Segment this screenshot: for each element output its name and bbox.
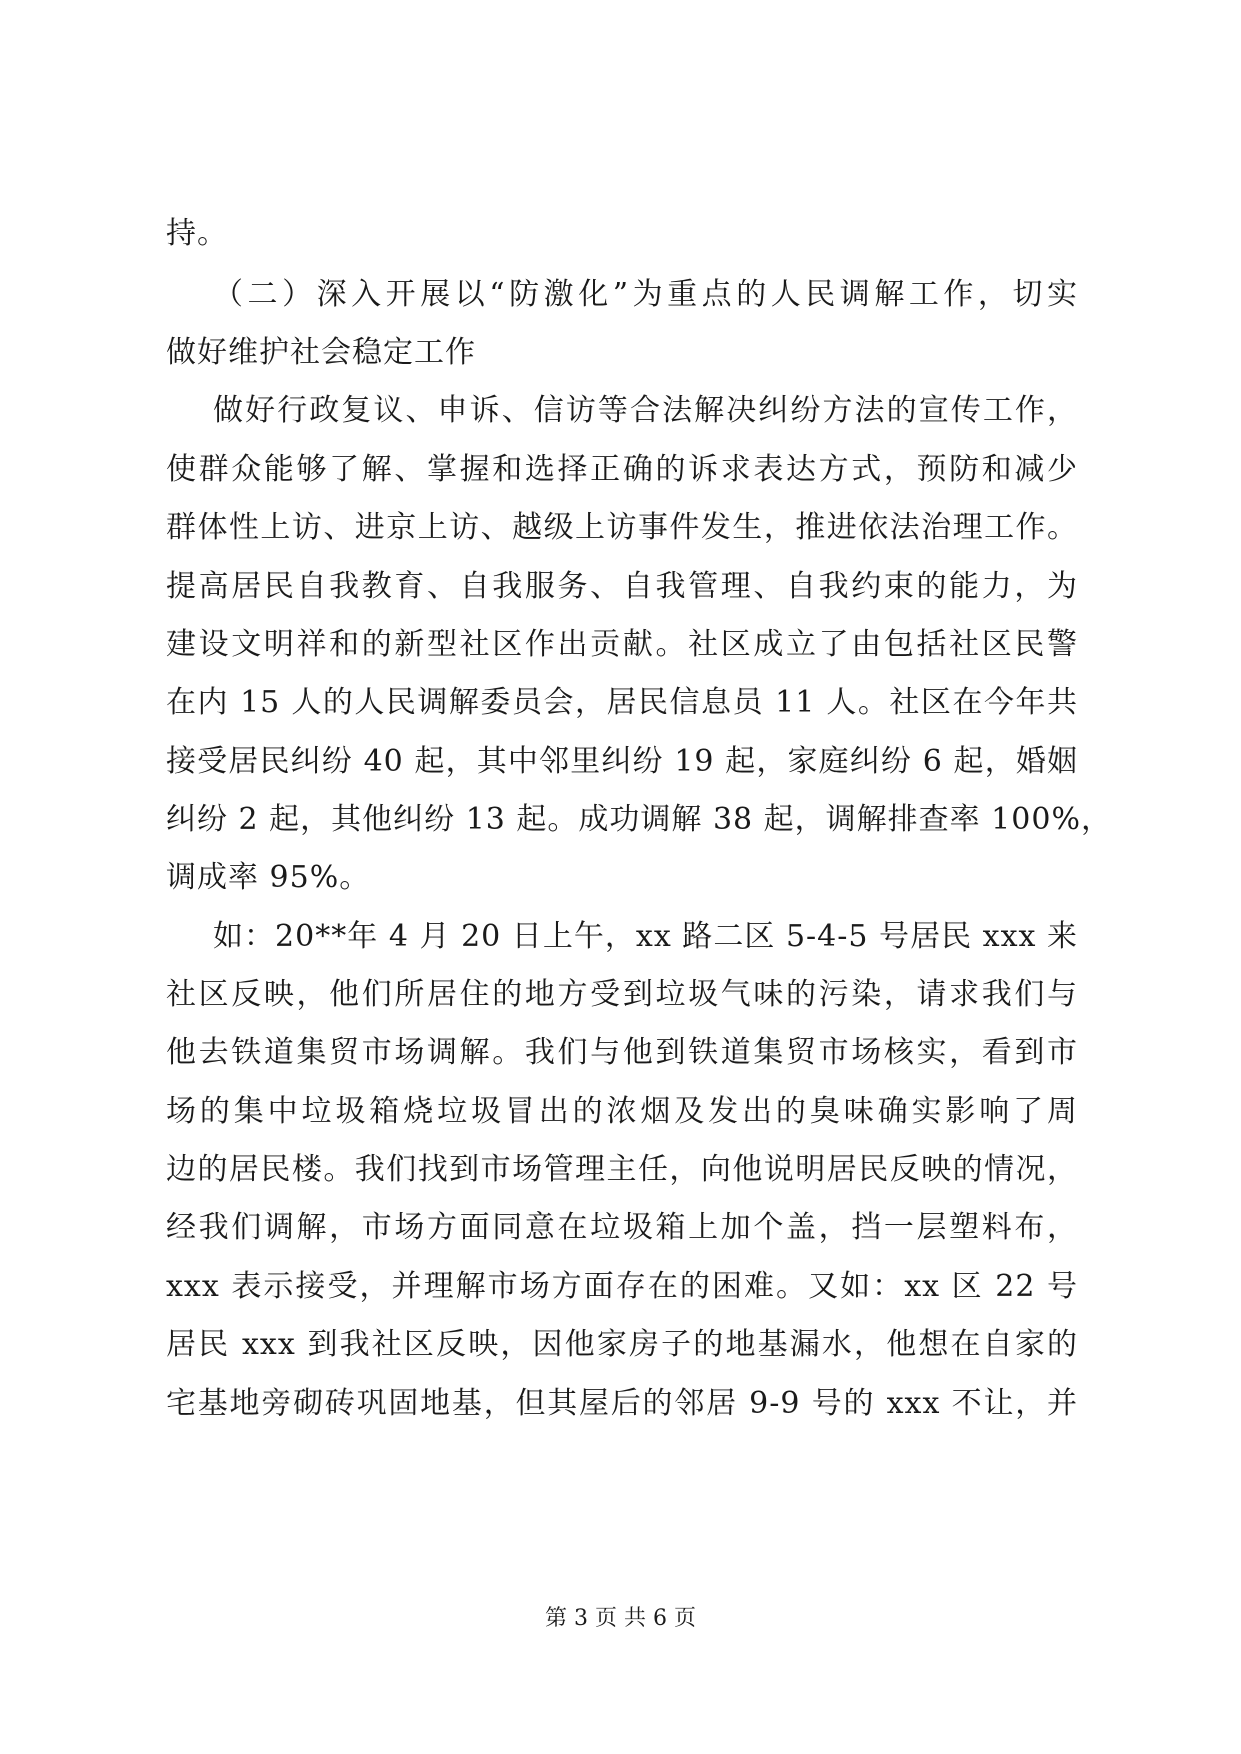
section-heading-line: （二）深入开展以“防激化”为重点的人民调解工作，切实 bbox=[213, 277, 1078, 312]
text-line: 在内 15 人的人民调解委员会，居民信息员 11 人。社区在今年共 bbox=[166, 685, 1078, 720]
text-line: 宅基地旁砌砖巩固地基，但其屋后的邻居 9-9 号的 xxx 不让，并 bbox=[166, 1386, 1078, 1421]
text-line: 场的集中垃圾箱烧垃圾冒出的浓烟及发出的臭味确实影响了周 bbox=[166, 1094, 1078, 1129]
text-line: 他去铁道集贸市场调解。我们与他到铁道集贸市场核实，看到市 bbox=[166, 1035, 1078, 1070]
text-line: 经我们调解，市场方面同意在垃圾箱上加个盖，挡一层塑料布， bbox=[166, 1210, 1078, 1245]
text-line: 持。 bbox=[166, 216, 228, 251]
text-line: 调成率 95%。 bbox=[166, 860, 371, 895]
text-line: 建设文明祥和的新型社区作出贡献。社区成立了由包括社区民警 bbox=[166, 627, 1078, 662]
text-line: 社区反映，他们所居住的地方受到垃圾气味的污染，请求我们与 bbox=[166, 977, 1078, 1012]
text-line: 纠纷 2 起，其他纠纷 13 起。成功调解 38 起，调解排查率 100%， bbox=[166, 802, 1112, 837]
text-line: 居民 xxx 到我社区反映，因他家房子的地基漏水，他想在自家的 bbox=[166, 1327, 1078, 1362]
text-line: 接受居民纠纷 40 起，其中邻里纠纷 19 起，家庭纠纷 6 起，婚姻 bbox=[166, 744, 1078, 779]
text-line: 提高居民自我教育、自我服务、自我管理、自我约束的能力，为 bbox=[166, 569, 1078, 604]
text-line: 群体性上访、进京上访、越级上访事件发生，推进依法治理工作。 bbox=[166, 510, 1078, 545]
section-heading-line: 做好维护社会稳定工作 bbox=[166, 335, 476, 370]
page-number-footer: 第 3 页 共 6 页 bbox=[545, 1606, 696, 1631]
text-line: 做好行政复议、申诉、信访等合法解决纠纷方法的宣传工作， bbox=[213, 393, 1078, 428]
text-line: 使群众能够了解、掌握和选择正确的诉求表达方式，预防和减少 bbox=[166, 452, 1078, 487]
text-line: xxx 表示接受，并理解市场方面存在的困难。又如：xx 区 22 号 bbox=[166, 1269, 1078, 1304]
text-line: 边的居民楼。我们找到市场管理主任，向他说明居民反映的情况， bbox=[166, 1152, 1078, 1187]
text-line: 如：20**年 4 月 20 日上午，xx 路二区 5-4-5 号居民 xxx 来 bbox=[213, 919, 1078, 954]
